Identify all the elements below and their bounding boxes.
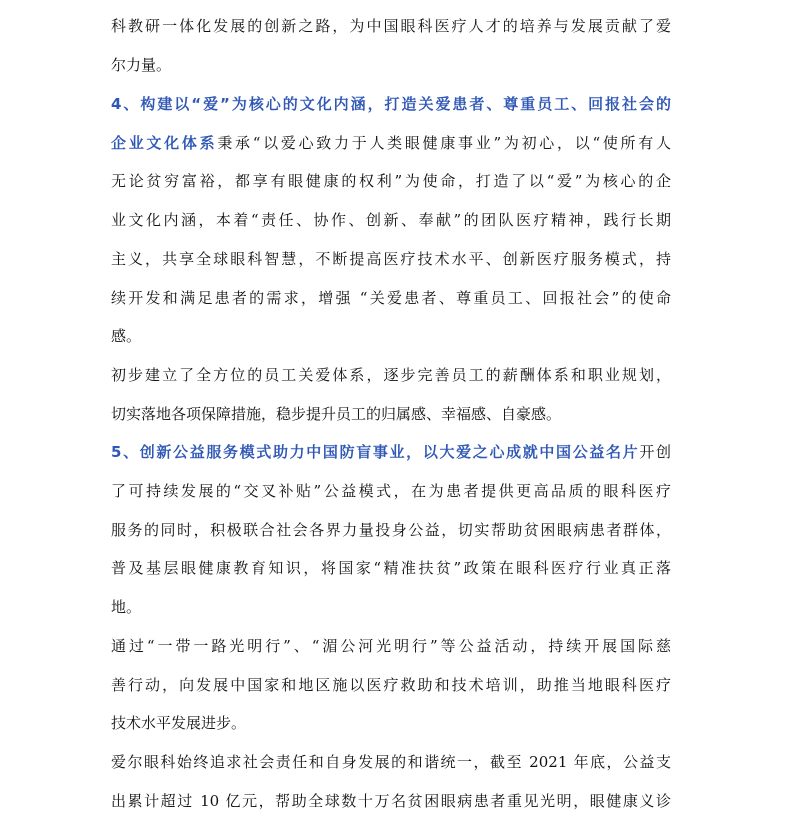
section-heading-4-continuation: 企业文化体系	[111, 134, 218, 152]
body-text-line: 服务的同时，积极联合社会各界力量投身公益，切实帮助贫困眼病患者群体，	[111, 521, 671, 539]
section-heading-5: 5、创新公益服务模式助力中国防盲事业，以大爱之心成就中国公益名片	[111, 443, 640, 461]
body-text-line: 感。	[111, 327, 142, 345]
section-heading-4: 4、构建以“爱”为核心的文化内涵，打造关爱患者、尊重员工、回报社会的	[111, 95, 671, 113]
section-4-first-line	[111, 130, 671, 156]
body-text-line: 初步建立了全方位的员工关爱体系，逐步完善员工的薪酬体系和职业规划，	[111, 366, 671, 384]
body-text-line: 出累计超过 10 亿元，帮助全球数十万名贫困眼病患者重见光明，眼健康义诊	[111, 792, 671, 810]
body-text-line: 续开发和满足患者的需求，增强 “关爱患者、尊重员工、回报社会”的使命	[111, 289, 671, 307]
body-text-line: 善行动，向发展中国家和地区施以医疗救助和技术培训，助推当地眼科医疗	[111, 676, 671, 694]
body-text-inline: 秉承“以爱心致力于人类眼健康事业”为初心，以“使所有人	[217, 134, 671, 152]
body-text-line: 了可持续发展的“交叉补贴”公益模式，在为患者提供更高品质的眼科医疗	[111, 482, 671, 500]
body-text-line: 主义，共享全球眼科智慧，不断提高医疗技术水平、创新医疗服务模式，持	[111, 250, 671, 268]
body-text-line: 无论贫穷富裕，都享有眼健康的权利”为使命，打造了以“爱”为核心的企	[111, 172, 671, 190]
body-text-line: 爱尔眼科始终追求社会责任和自身发展的和谐统一，截至 2021 年底，公益支	[111, 753, 671, 771]
body-text-line: 业文化内涵，本着“责任、协作、创新、奉献”的团队医疗精神，践行长期	[111, 211, 671, 229]
section-5-first-line	[111, 439, 671, 465]
body-text-inline: 开创	[639, 443, 671, 461]
body-text-line: 尔力量。	[111, 56, 172, 74]
body-text-line: 地。	[111, 598, 142, 616]
body-text-line: 科教研一体化发展的创新之路，为中国眼科医疗人才的培养与发展贡献了爱	[111, 17, 671, 35]
body-text-line: 切实落地各项保障措施，稳步提升员工的归属感、幸福感、自豪感。	[111, 405, 562, 423]
body-text-line: 技术水平发展进步。	[111, 714, 247, 732]
body-text-line: 普及基层眼健康教育知识，将国家“精准扶贫”政策在眼科医疗行业真正落	[111, 559, 671, 577]
body-text-line: 通过“一带一路光明行”、“湄公河光明行”等公益活动，持续开展国际慈	[111, 637, 671, 655]
